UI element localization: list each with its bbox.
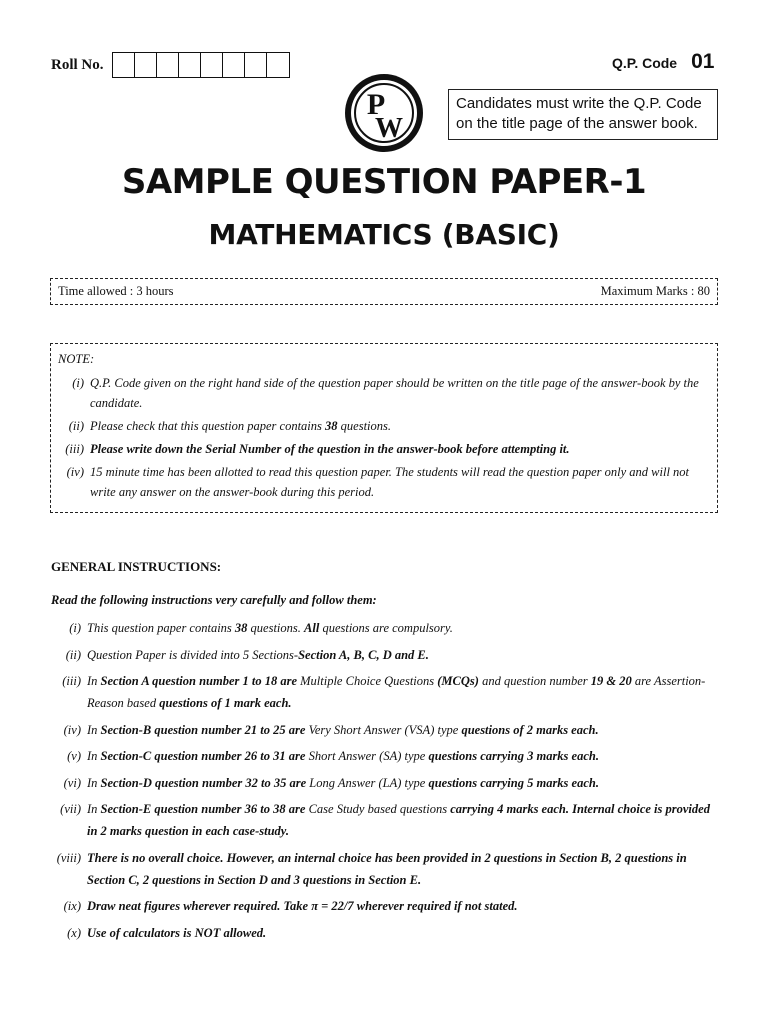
text-run: Multiple Choice Questions: [297, 674, 438, 688]
note-item-text: [90, 373, 711, 413]
text-run: Section A question number 1 to 18 are: [100, 674, 297, 688]
note-heading: NOTE:: [58, 352, 95, 366]
text-run: In: [87, 802, 101, 816]
instruction-item-number: (x): [67, 925, 81, 940]
text-run: questions.: [247, 621, 305, 635]
instruction-item-text: [81, 745, 720, 767]
instruction-item-text: [81, 922, 720, 944]
instruction-item-number: (iii): [62, 674, 81, 688]
note-item-number: (iv): [66, 465, 84, 479]
logo-letter-w: W: [375, 113, 403, 144]
note-item-number: (iii): [65, 442, 84, 456]
instruction-item-number: (iv): [63, 722, 81, 737]
note-item: [58, 439, 711, 459]
instruction-item-number: (ix): [63, 899, 81, 913]
text-run: Please check that this question paper contains: [90, 419, 326, 433]
text-run: Very Short Answer (VSA) type: [305, 722, 462, 737]
text-run: 38: [325, 419, 338, 433]
roll-digit-box: [201, 53, 223, 77]
text-run: There is no overall choice. However, an internal choice has been provided in 2 questions in Section B, 2 questions in Section C, 2 questions in Section D and 3 questions in Section E.: [87, 850, 687, 887]
maximum-marks: Maximum Marks : 80: [600, 284, 710, 298]
roll-number-field: [51, 52, 290, 78]
instruction-item-text: [81, 772, 720, 794]
note-item-text: [90, 462, 711, 502]
instruction-item-text: [81, 644, 720, 666]
text-run: Section-C question number 26 to 31 are: [100, 749, 306, 763]
roll-number-boxes: [112, 52, 290, 78]
note-item: [58, 416, 711, 436]
instruction-item-text: [81, 670, 720, 714]
text-run: In: [87, 722, 101, 737]
text-run: Section A, B, C, D and E.: [298, 647, 429, 662]
text-run: 15 minute time has been allotted to read this question paper. The students will read the question paper only and will not write any answer on the answer-book during this period.: [90, 465, 690, 499]
note-item-text: [90, 439, 711, 459]
text-run: are Assertion-Reason based: [87, 674, 706, 710]
text-run: In: [87, 749, 101, 763]
roll-digit-box: [157, 53, 179, 77]
instruction-item-number: (viii): [56, 850, 81, 865]
text-run: Question Paper is divided into 5 Sections-: [87, 647, 299, 662]
text-run: Section-D question number 32 to 35 are: [100, 775, 307, 790]
roll-digit-box: [113, 53, 135, 77]
text-run: questions carrying 5 marks each.: [428, 775, 599, 790]
general-instructions-intro: Read the following instructions very carefully and follow them:: [51, 593, 377, 607]
instruction-item-text: [81, 719, 720, 741]
instruction-item-number: (v): [67, 749, 81, 763]
instruction-item-text: [81, 617, 720, 639]
note-box: [50, 343, 718, 513]
text-run: This question paper contains: [87, 621, 235, 635]
text-run: questions of 1 mark each.: [159, 696, 292, 710]
instruction-item: [48, 847, 720, 891]
text-run: In: [87, 775, 101, 790]
text-run: (MCQs): [437, 674, 479, 688]
note-list: [58, 373, 711, 502]
instruction-item: [48, 644, 720, 666]
logo-letter-p: P: [366, 88, 386, 121]
qp-code: [612, 50, 714, 74]
text-run: In: [87, 674, 101, 688]
text-run: Long Answer (LA) type: [306, 775, 429, 790]
instruction-item: [48, 670, 720, 714]
note-item: [58, 373, 711, 413]
instruction-item: [48, 798, 720, 842]
text-run: 38: [234, 621, 248, 635]
text-run: Case Study based questions: [305, 802, 451, 816]
time-marks-box: [50, 278, 718, 305]
text-run: Section-B question number 21 to 25 are: [100, 722, 306, 737]
instruction-item: [48, 617, 720, 639]
instruction-item: [48, 772, 720, 794]
text-run: questions.: [337, 419, 392, 433]
text-run: questions are compulsory.: [319, 621, 453, 635]
note-item-number: (i): [72, 376, 84, 390]
instruction-item-number: (i): [69, 621, 81, 635]
text-run: Short Answer (SA) type: [305, 749, 429, 763]
instruction-item: [48, 922, 720, 944]
instructions-list: [48, 617, 720, 948]
roll-digit-box: [245, 53, 267, 77]
pw-logo: [343, 72, 425, 154]
text-run: Q.P. Code given on the right hand side of the question paper should be written on the title page of the answer-book by the candidate.: [90, 376, 699, 410]
instruction-item-text: [81, 895, 720, 917]
instruction-item-number: (ii): [65, 647, 81, 662]
text-run: questions of 2 marks each.: [461, 722, 599, 737]
roll-digit-box: [267, 53, 289, 77]
subject-title: MATHEMATICS (BASIC): [208, 218, 560, 251]
roll-digit-box: [179, 53, 201, 77]
text-run: Draw neat figures wherever required. Take π = 22/7 wherever required if not stated.: [87, 899, 518, 913]
note-item: [58, 462, 711, 502]
text-run: carrying 4 marks each. Internal choice is provided in 2 marks question in each case-study.: [87, 802, 710, 838]
text-run: and question number: [478, 674, 591, 688]
instruction-item-text: [81, 798, 720, 842]
roll-digit-box: [223, 53, 245, 77]
qp-code-notice: Candidates must write the Q.P. Code on the title page of the answer book.: [448, 89, 718, 140]
page-title: SAMPLE QUESTION PAPER-1: [121, 162, 647, 202]
note-item-text: [90, 416, 711, 436]
qp-code-label: Q.P. Code: [612, 55, 678, 71]
instruction-item-number: (vii): [60, 802, 81, 816]
time-allowed: Time allowed : 3 hours: [58, 284, 174, 298]
general-instructions-heading: GENERAL INSTRUCTIONS:: [51, 559, 222, 574]
instruction-item: [48, 895, 720, 917]
text-run: Use of calculators is NOT allowed.: [87, 925, 267, 940]
instruction-item-text: [81, 847, 720, 891]
roll-number-label: Roll No.: [51, 56, 104, 73]
text-run: questions carrying 3 marks each.: [428, 749, 599, 763]
roll-digit-box: [135, 53, 157, 77]
text-run: Please write down the Serial Number of the question in the answer-book before attempting it.: [90, 442, 570, 456]
note-item-number: (ii): [68, 419, 84, 433]
instruction-item-number: (vi): [63, 775, 81, 790]
text-run: 19 & 20: [590, 674, 632, 688]
qp-code-value: 01: [691, 50, 715, 73]
text-run: Section-E question number 36 to 38 are: [100, 802, 306, 816]
instruction-item: [48, 719, 720, 741]
text-run: All: [304, 621, 320, 635]
instruction-item: [48, 745, 720, 767]
